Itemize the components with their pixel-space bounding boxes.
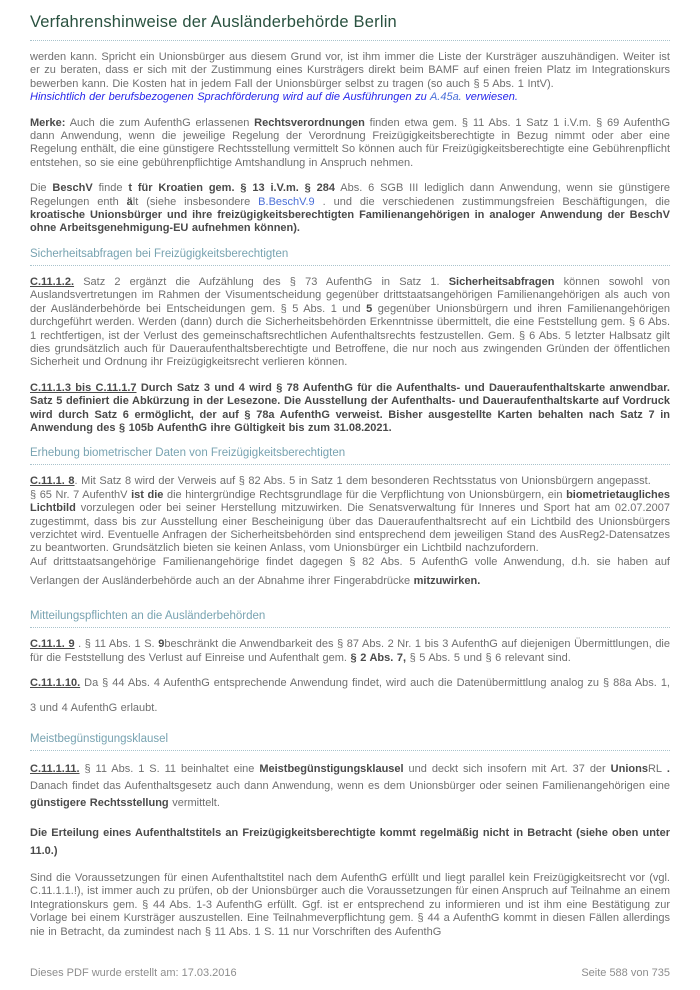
page-title: Verfahrenshinweise der Ausländerbehörde Berlin [30, 13, 397, 31]
text-run: BeschV [52, 182, 93, 195]
text-run: Meistbegünstigungsklausel [259, 763, 404, 775]
text-run: finden etwa gem. § 11 Abs. 1 Satz 1 i.V.m. § 69 AufenthG dann Anwendung, wenn die jeweilige Regelung der Verordnung Freizügigkeitsberechtigte in Bezug nimmt oder aber eine Regelung enthält, die eine günstigere Rechtsstellung vermittelt So können auch für Freizügigkeitsberechtigte eine Gebührenpflicht entstehen, so sie eine gebührenpflichtige Amtshandlung in Anspruch nehmen. [30, 116, 670, 169]
page-indicator: Seite 588 von 735 [581, 967, 670, 979]
text-run: und deckt sich insofern mit Art. 37 der [403, 763, 611, 775]
text-run: 5 [366, 302, 373, 315]
text-run: vorzulegen oder bei seiner Herstellung mitzuwirken. Die Senatsverwaltung für Inneres und Sport hat am 02.07.2007 zugestimmt, dass bis zur Ausstellung einer Bescheinigung über das Daueraufenthaltsrecht auf ein Lichtbild des Unionsbürgers verzichtet wird. Eventuelle Anfragen der Sicherheitsbehörden sind entsprechend dem jeweiligen Stand des AusReg2-Datensatzes zu beantworten. Grundsätzlich bieten sie keinen Anlass, vom Unionsbürger ein Lichtbild nachzufordern. [30, 502, 670, 555]
text-run: Auch die zum AufenthG erlassenen [65, 116, 255, 129]
text-run: werden kann. Spricht ein Unionsbürger aus diesem Grund vor, ist ihm immer die Liste der Kursträger auszuhändigen. Weiter ist er zu beraten, dass er sich mit der Zustimmung eines Kursträgers direkt beim BAMF auf einen freien Platz im Integrationskurs bewerben kann. Die Kosten hat in jedem Fall der Unionsbürger selbst zu tragen (so auch § 5 Abs. 1 IntV). [30, 51, 670, 90]
document-body [30, 51, 670, 939]
paragraph [30, 475, 670, 594]
paragraph [30, 761, 670, 812]
text-run: vermittelt. [168, 797, 220, 809]
text-run: mitzuwirken. [413, 575, 481, 588]
paragraph [30, 671, 670, 721]
paragraph [30, 51, 670, 105]
text-run: . Mit Satz 8 wird der Verweis auf § 82 Abs. 5 in Satz 1 dem besonderen Rechtsstatus von Unionsbürgern angepasst. [74, 475, 651, 488]
text-run: Hinsichtlich der berufsbezogenen Sprachförderung wird auf die Ausführungen zu [30, 91, 430, 104]
paragraph [30, 824, 670, 860]
text-run: . [662, 763, 670, 775]
text-run: Rechtsverordnungen [254, 116, 365, 129]
text-run: Abs. 6 SGB III lediglich dann Anwendung, wenn sie günstigere Regelungen enth [30, 182, 671, 208]
text-run: C.11.1.3 bis C.11.1.7 [30, 381, 137, 394]
text-run: Satz 2 ergänzt die Aufzählung des § 73 AufenthG in Satz 1. [74, 275, 449, 288]
section-heading: Erhebung biometrischer Daten von Freizügigkeitsberechtigten [30, 447, 670, 465]
text-run: ist die [131, 488, 164, 501]
text-run: finde [92, 182, 129, 195]
text-run: ä [126, 195, 133, 208]
text-run: 9 [158, 638, 165, 651]
text-run: C.11.1. 9 [30, 638, 75, 651]
text-run: § 5 Abs. 5 und § 6 relevant sind. [406, 651, 571, 664]
paragraph [30, 382, 670, 436]
title-separator [30, 39, 670, 41]
text-run: Merke: [30, 116, 66, 129]
text-run: lt (siehe insbesondere [132, 195, 259, 208]
text-run: t für Kroatien gem. § 13 i.V.m. § 284 [128, 182, 335, 195]
paragraph [30, 872, 670, 939]
paragraph [30, 276, 670, 370]
text-run: RL [647, 763, 662, 775]
text-run: Unions [610, 763, 648, 775]
text-run: C.11.1.2. [30, 275, 75, 288]
text-run: C.11.1. 8 [30, 475, 75, 488]
text-run: kroatische Unionsbürger und ihre freizügigkeitsberechtigten Familienangehörigen in analoger Anwendung der BeschV ohne Arbeitsgenehmigung-EU aufnehmen können). [30, 209, 670, 235]
text-run: beschränkt die Anwendbarkeit des § 87 Abs. 2 Nr. 1 bis 3 AufenthG auf diejenigen Übermittlungen, die für die Feststellung des Verlust auf Einreise und Aufenthalt gem. [30, 638, 670, 664]
creation-date: Dieses PDF wurde erstellt am: 17.03.2016 [30, 967, 237, 979]
text-run: . und die verschiedenen zustimmungsfreien Beschäftigungen, die [314, 195, 670, 208]
text-run: . § 11 Abs. 1 S. [74, 638, 159, 651]
text-run: können sowohl von Auslandsvertretungen im Rahmen der Visumentscheidung gegenüber drittstaatsangehörigen Familienangehörigen als auch von der Ausländerbehörde bei Entscheidungen gem. § 5 Abs. 1 und [30, 275, 670, 315]
text-run: § 65 Nr. 7 AufenthV [30, 488, 132, 501]
text-run: Auf drittstaatsangehörige Familienangehörige findet dagegen § 82 Abs. 5 AufenthG volle Anwendung, d.h. sie haben auf Verlangen der Ausländerbehörde auch an der Abnahme ihrer Fingerabdrücke [30, 555, 670, 588]
cross-reference-link[interactable]: B.BeschV.9 [258, 195, 315, 208]
page-footer [30, 967, 670, 979]
section-heading: Mitteilungspflichten an die Ausländerbehörden [30, 610, 670, 628]
text-run: Durch Satz 3 und 4 wird § 78 AufenthG für die Aufenthalts- und Daueraufenthaltskarte anwendbar. Satz 5 definiert die Abkürzung in der Lesezone. Die Ausstellung der Aufenthalts- und Daueraufenthaltskarte auf Vordruck wird durch Satz 6 ermöglicht, der auf § 78a AufenthG verweist. Bisher ausgestellte Karten behalten nach Satz 7 in Anwendung des § 105b AufenthG ihre Gültigkeit bis zum 31.08.2021. [30, 381, 670, 434]
text-run: Sind die Voraussetzungen für einen Aufenthaltstitel nach dem AufenthG erfüllt und liegt parallel kein Freizügigkeitsrecht vor (vgl. C.11.1.1.!), ist immer auch zu prüfen, ob der Unionsbürger auch die Voraussetzungen für einen Anspruch auf Teilnahme an einem Integrationskurs gem. § 44 Abs. 1-3 AufenthG erfüllt. Ggf. ist er entsprechend zu informieren und ist ihm eine Bestätigung zur Vorlage bei einem Kursträger auszustellen. Eine Teilnahmeverpflichtung gem. § 44 a AufenthG kommt in diesen Fällen allerdings nie in Betracht, da zumindest nach § 11 Abs. 1 S. 11 nur Vorschriften des AufenthG [30, 872, 670, 938]
text-run: C.11.1.11. [30, 763, 80, 775]
paragraph [30, 117, 670, 171]
cross-reference-link[interactable]: A.45a. [429, 91, 462, 104]
text-run: § 2 Abs. 7, [350, 651, 407, 664]
text-run: C.11.1.10. [30, 677, 81, 689]
text-run: Die Erteilung eines Aufenthaltstitels an Freizügigkeitsberechtigte kommt regelmäßig nicht in Betracht (siehe oben unter 11.0.) [30, 827, 670, 857]
text-run: Sicherheitsabfragen [448, 275, 555, 288]
text-run: Da § 44 Abs. 4 AufenthG entsprechende Anwendung findet, wird auch die Datenübermittlung analog zu § 88a Abs. 1, 3 und 4 AufenthG erlaubt. [30, 677, 670, 714]
section-heading: Meistbegünstigungsklausel [30, 733, 670, 751]
paragraph [30, 638, 670, 665]
text-run: verwiesen. [461, 91, 518, 104]
text-run: Danach findet das Aufenthaltsgesetz auch dann Anwendung, wenn es dem Unionsbürger oder seinen Familienangehörigen eine [30, 780, 670, 792]
text-run: günstigere Rechtsstellung [30, 797, 169, 809]
text-run: Die [30, 182, 53, 195]
section-heading: Sicherheitsabfragen bei Freizügigkeitsberechtigten [30, 248, 670, 266]
paragraph [30, 182, 670, 236]
text-run: § 11 Abs. 1 S. 11 beinhaltet eine [79, 763, 260, 775]
text-run: die hintergründige Rechtsgrundlage für die Verpflichtung von Unionsbürgern, ein [163, 488, 567, 501]
text-run: biometrietaugliches Lichtbild [30, 488, 670, 515]
text-run: gegenüber Unionsbürgern und ihren Familienangehörigen durchgeführt werden. Werden (dann) durch die Sicherheitsbehörden Erkenntnisse übermittelt, die eine Feststellung gem. § 6 Abs. 1 rechtfertigen, ist der Verlust des gemeinschaftsrechtlichen Aufenthaltsrechts festzustellen. Gem. § 6 Abs. 5 letzter Halbsatz gilt dies grundsätzlich auch für Daueraufenthaltsberechtigte und Betroffene, die nur noch aus zwingenden Gründen der öffentlichen Sicherheit und Ordnung ihr Freizügigkeitsrecht verlieren können. [30, 302, 670, 369]
